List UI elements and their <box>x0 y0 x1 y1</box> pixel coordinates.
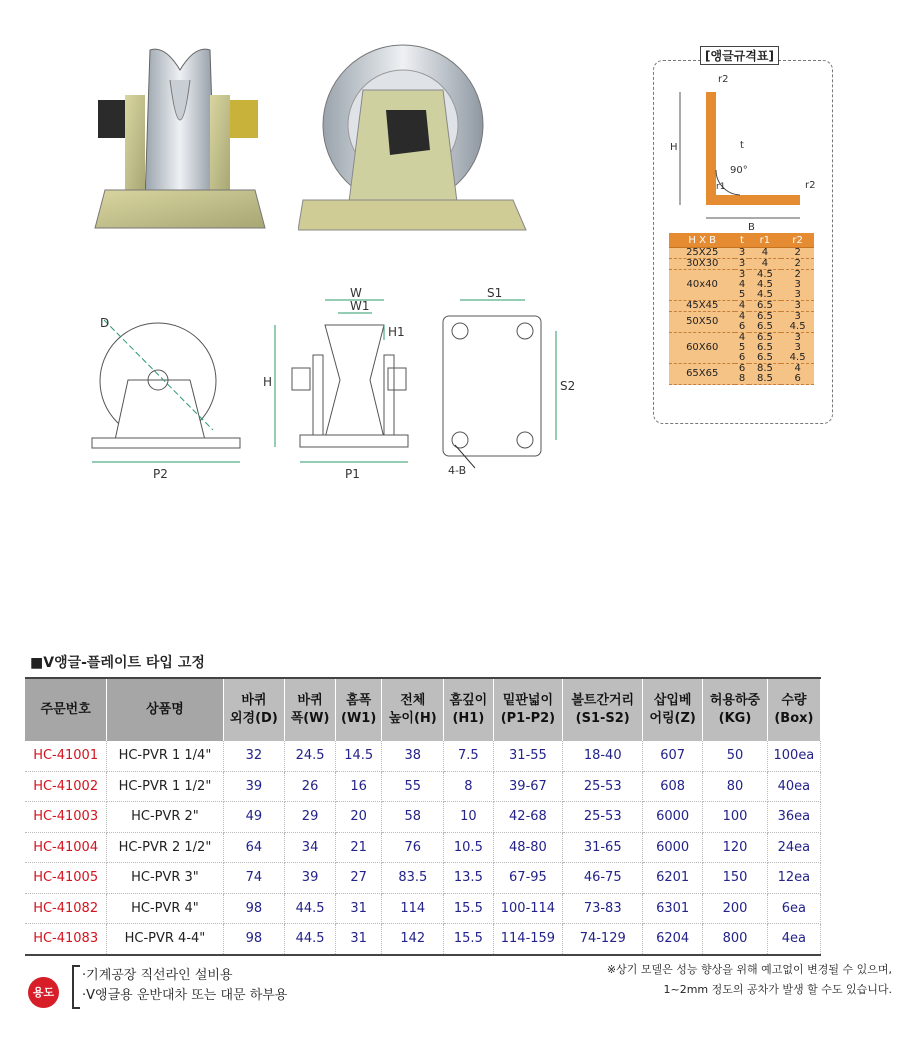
spec-value-cell: 800 <box>703 924 768 955</box>
angle-spec-cell: 6 8 <box>735 364 748 385</box>
table-row <box>25 832 821 863</box>
spec-value-cell: 10 <box>444 802 493 833</box>
order-number-cell: HC-41004 <box>25 832 107 863</box>
angle-size-cell: 60X60 <box>669 333 735 364</box>
spec-value-cell: 40ea <box>767 771 820 802</box>
table-row <box>25 863 821 894</box>
label-angle-h: H <box>670 142 678 153</box>
product-name-cell: HC-PVR 1 1/2" <box>107 771 223 802</box>
angle-spec-cell: 2 3 3 <box>781 270 814 301</box>
label-w: W <box>350 286 362 300</box>
spec-value-cell: 44.5 <box>285 924 336 955</box>
usage-item: ·기계공장 직선라인 설비용 <box>82 968 233 983</box>
angle-spec-row <box>669 248 814 259</box>
footer-note-line-2: 1~2mm 정도의 공차가 발생 할 수도 있습니다. <box>663 983 892 996</box>
table-header: 상품명 <box>107 678 223 741</box>
label-angle-r2-top: r2 <box>718 74 729 85</box>
spec-value-cell: 73-83 <box>563 893 643 924</box>
label-p2: P2 <box>153 467 168 481</box>
spec-value-cell: 46-75 <box>563 863 643 894</box>
plate-view-drawing <box>443 300 556 468</box>
product-spec-table <box>25 677 821 956</box>
product-name-cell: HC-PVR 2 1/2" <box>107 832 223 863</box>
spec-value-cell: 15.5 <box>444 924 493 955</box>
usage-list <box>82 966 287 1006</box>
spec-value-cell: 29 <box>285 802 336 833</box>
angle-spec-cell: 4.5 4.5 4.5 <box>749 270 782 301</box>
angle-spec-row <box>669 270 814 301</box>
order-number-cell: HC-41001 <box>25 741 107 771</box>
angle-spec-cell: 3 <box>735 259 748 270</box>
angle-spec-cell: 6.5 <box>749 301 782 312</box>
angle-spec-cell: 2 <box>781 259 814 270</box>
spec-value-cell: 39 <box>223 771 285 802</box>
label-angle-t: t <box>740 140 744 151</box>
order-number-cell: HC-41005 <box>25 863 107 894</box>
spec-value-cell: 6000 <box>643 802 703 833</box>
spec-value-cell: 12ea <box>767 863 820 894</box>
angle-spec-cell: 4 6 <box>781 364 814 385</box>
spec-value-cell: 14.5 <box>335 741 381 771</box>
table-header: 홈깊이 (H1) <box>444 678 493 741</box>
spec-value-cell: 142 <box>382 924 444 955</box>
spec-value-cell: 608 <box>643 771 703 802</box>
spec-value-cell: 26 <box>285 771 336 802</box>
spec-value-cell: 49 <box>223 802 285 833</box>
table-row <box>25 771 821 802</box>
angle-spec-row <box>669 259 814 270</box>
angle-spec-header: r1 <box>749 233 782 248</box>
angle-spec-row <box>669 312 814 333</box>
spec-value-cell: 31 <box>335 924 381 955</box>
spec-value-cell: 27 <box>335 863 381 894</box>
table-header: 수량 (Box) <box>767 678 820 741</box>
spec-value-cell: 20 <box>335 802 381 833</box>
table-header: 볼트간거리 (S1-S2) <box>563 678 643 741</box>
angle-spec-row <box>669 333 814 364</box>
spec-value-cell: 32 <box>223 741 285 771</box>
label-bolt: 4-B <box>448 464 467 477</box>
table-row <box>25 893 821 924</box>
spec-value-cell: 39 <box>285 863 336 894</box>
spec-value-cell: 6000 <box>643 832 703 863</box>
label-s2: S2 <box>560 379 576 393</box>
table-row <box>25 802 821 833</box>
table-header: 주문번호 <box>25 678 107 741</box>
label-s1: S1 <box>487 286 503 300</box>
spec-value-cell: 114 <box>382 893 444 924</box>
usage-bracket <box>72 965 80 1009</box>
footer-note <box>607 960 892 1000</box>
product-name-cell: HC-PVR 2" <box>107 802 223 833</box>
spec-value-cell: 16 <box>335 771 381 802</box>
usage-badge: 용도 <box>28 977 59 1008</box>
spec-value-cell: 10.5 <box>444 832 493 863</box>
spec-value-cell: 6301 <box>643 893 703 924</box>
front-view-drawing <box>92 320 240 462</box>
angle-spec-cell: 4 5 6 <box>735 333 748 364</box>
angle-spec-title: [앵글규격표] <box>700 46 779 65</box>
table-header: 홈폭 (W1) <box>335 678 381 741</box>
angle-spec-cell: 3 <box>735 248 748 259</box>
order-number-cell: HC-41002 <box>25 771 107 802</box>
spec-value-cell: 100ea <box>767 741 820 771</box>
angle-size-cell: 50X50 <box>669 312 735 333</box>
product-name-cell: HC-PVR 1 1/4" <box>107 741 223 771</box>
spec-value-cell: 24ea <box>767 832 820 863</box>
table-header: 밑판넓이 (P1-P2) <box>493 678 563 741</box>
spec-value-cell: 44.5 <box>285 893 336 924</box>
angle-size-cell: 30X30 <box>669 259 735 270</box>
spec-value-cell: 50 <box>703 741 768 771</box>
spec-value-cell: 98 <box>223 893 285 924</box>
product-name-cell: HC-PVR 4" <box>107 893 223 924</box>
spec-value-cell: 31-65 <box>563 832 643 863</box>
spec-value-cell: 200 <box>703 893 768 924</box>
label-d: D <box>100 316 110 330</box>
spec-value-cell: 6201 <box>643 863 703 894</box>
spec-value-cell: 15.5 <box>444 893 493 924</box>
angle-spec-row <box>669 301 814 312</box>
section-title: ■V앵글-플레이트 타입 고정 <box>30 655 205 671</box>
spec-value-cell: 6ea <box>767 893 820 924</box>
spec-value-cell: 98 <box>223 924 285 955</box>
angle-spec-header: H X B <box>669 233 735 248</box>
spec-value-cell: 8 <box>444 771 493 802</box>
spec-value-cell: 31-55 <box>493 741 563 771</box>
spec-value-cell: 48-80 <box>493 832 563 863</box>
angle-spec-cell: 4 <box>749 259 782 270</box>
label-h1: H1 <box>388 325 405 339</box>
spec-value-cell: 25-53 <box>563 771 643 802</box>
label-w1: W1 <box>350 299 370 313</box>
table-header: 허용하중 (KG) <box>703 678 768 741</box>
spec-value-cell: 150 <box>703 863 768 894</box>
angle-size-cell: 45X45 <box>669 301 735 312</box>
table-row <box>25 741 821 771</box>
spec-value-cell: 38 <box>382 741 444 771</box>
usage-item: ·V앵글용 운반대차 또는 대문 하부용 <box>82 988 288 1003</box>
spec-value-cell: 34 <box>285 832 336 863</box>
spec-value-cell: 25-53 <box>563 802 643 833</box>
spec-value-cell: 21 <box>335 832 381 863</box>
angle-size-cell: 65X65 <box>669 364 735 385</box>
spec-value-cell: 13.5 <box>444 863 493 894</box>
angle-spec-table <box>669 233 814 385</box>
angle-spec-cell: 3 4 5 <box>735 270 748 301</box>
table-header: 전체 높이(H) <box>382 678 444 741</box>
spec-value-cell: 58 <box>382 802 444 833</box>
table-header: 바퀴 폭(W) <box>285 678 336 741</box>
spec-value-cell: 36ea <box>767 802 820 833</box>
angle-spec-cell: 3 4.5 <box>781 312 814 333</box>
product-name-cell: HC-PVR 3" <box>107 863 223 894</box>
angle-spec-cell: 4 <box>735 301 748 312</box>
angle-size-cell: 40x40 <box>669 270 735 301</box>
spec-value-cell: 74 <box>223 863 285 894</box>
footer-note-line-1: ※상기 모델은 성능 향상을 위해 예고없이 변경될 수 있으며, <box>606 963 892 976</box>
spec-value-cell: 7.5 <box>444 741 493 771</box>
angle-spec-cell: 4 6 <box>735 312 748 333</box>
label-p1: P1 <box>345 467 360 481</box>
angle-spec-cell: 4 <box>749 248 782 259</box>
spec-value-cell: 55 <box>382 771 444 802</box>
label-angle-r1: r1 <box>716 182 726 192</box>
angle-spec-cell: 2 <box>781 248 814 259</box>
table-header: 삽입베 어링(Z) <box>643 678 703 741</box>
table-header: 바퀴 외경(D) <box>223 678 285 741</box>
angle-spec-cell: 6.5 6.5 <box>749 312 782 333</box>
spec-value-cell: 67-95 <box>493 863 563 894</box>
spec-value-cell: 31 <box>335 893 381 924</box>
spec-value-cell: 42-68 <box>493 802 563 833</box>
order-number-cell: HC-41082 <box>25 893 107 924</box>
angle-spec-header: r2 <box>781 233 814 248</box>
spec-value-cell: 114-159 <box>493 924 563 955</box>
product-name-cell: HC-PVR 4-4" <box>107 924 223 955</box>
table-row <box>25 924 821 955</box>
spec-value-cell: 80 <box>703 771 768 802</box>
order-number-cell: HC-41083 <box>25 924 107 955</box>
angle-spec-row <box>669 364 814 385</box>
label-angle-r2-right: r2 <box>805 180 816 191</box>
label-angle-90: 90° <box>730 165 748 176</box>
spec-value-cell: 100-114 <box>493 893 563 924</box>
label-angle-b: B <box>748 222 755 233</box>
angle-size-cell: 25X25 <box>669 248 735 259</box>
spec-value-cell: 39-67 <box>493 771 563 802</box>
spec-value-cell: 74-129 <box>563 924 643 955</box>
spec-value-cell: 64 <box>223 832 285 863</box>
angle-spec-cell: 6.5 6.5 6.5 <box>749 333 782 364</box>
spec-value-cell: 6204 <box>643 924 703 955</box>
spec-value-cell: 24.5 <box>285 741 336 771</box>
angle-spec-cell: 3 <box>781 301 814 312</box>
spec-value-cell: 76 <box>382 832 444 863</box>
spec-value-cell: 100 <box>703 802 768 833</box>
spec-value-cell: 18-40 <box>563 741 643 771</box>
order-number-cell: HC-41003 <box>25 802 107 833</box>
spec-value-cell: 4ea <box>767 924 820 955</box>
label-h: H <box>263 375 273 389</box>
angle-spec-header: t <box>735 233 748 248</box>
angle-spec-cell: 8.5 8.5 <box>749 364 782 385</box>
angle-spec-cell: 3 3 4.5 <box>781 333 814 364</box>
spec-value-cell: 607 <box>643 741 703 771</box>
spec-value-cell: 120 <box>703 832 768 863</box>
spec-value-cell: 83.5 <box>382 863 444 894</box>
